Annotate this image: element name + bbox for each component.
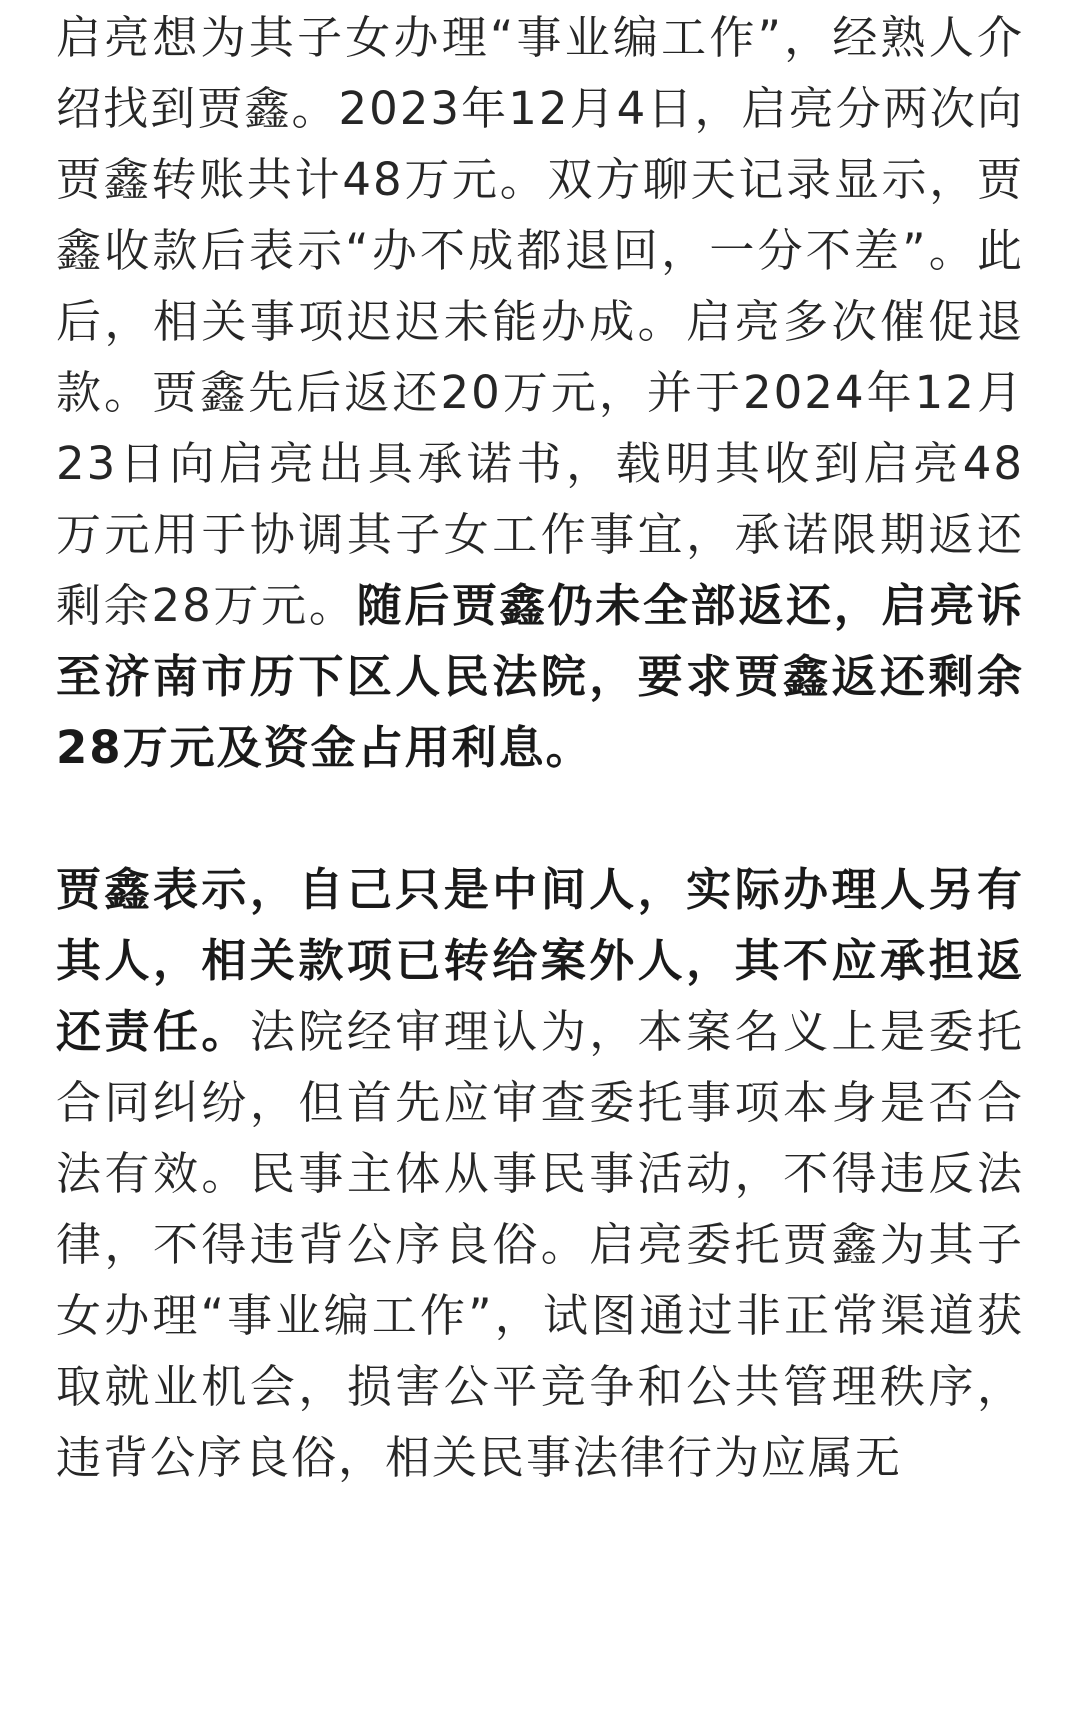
paragraph-case-facts-bold-text: 随后贾鑫仍未全部返还，启亮诉至济南市历下区人民法院，要求贾鑫返还剩余28万元及资金占用利息。 — [56, 579, 1024, 774]
paragraph-case-facts-text: 启亮想为其子女办理“事业编工作”，经熟人介绍找到贾鑫。2023年12月4日，启亮分两次向贾鑫转账共计48万元。双方聊天记录显示，贾鑫收款后表示“办不成都退回，一分不差”。此后，相关事项迟迟未能办成。启亮多次催促退款。贾鑫先后返还20万元，并于2024年12月23日向启亮出具承诺书，载明其收到启亮48万元用于协调其子女工作事宜，承诺限期返还剩余28万元。 — [56, 11, 1024, 632]
paragraph-court-opinion-bold-text: 贾鑫表示，自己只是中间人，实际办理人另有其人，相关款项已转给案外人，其不应承担返还责任。 — [56, 863, 1024, 1058]
paragraph-court-opinion — [56, 854, 1024, 1493]
paragraph-case-facts — [56, 2, 1024, 783]
paragraph-court-opinion-text: 法院经审理认为，本案名义上是委托合同纠纷，但首先应审查委托事项本身是否合法有效。民事主体从事民事活动，不得违反法律，不得违背公序良俗。启亮委托贾鑫为其子女办理“事业编工作”，试图通过非正常渠道获取就业机会，损害公平竞争和公共管理秩序，违背公序良俗，相关民事法律行为应属无 — [56, 1005, 1024, 1484]
